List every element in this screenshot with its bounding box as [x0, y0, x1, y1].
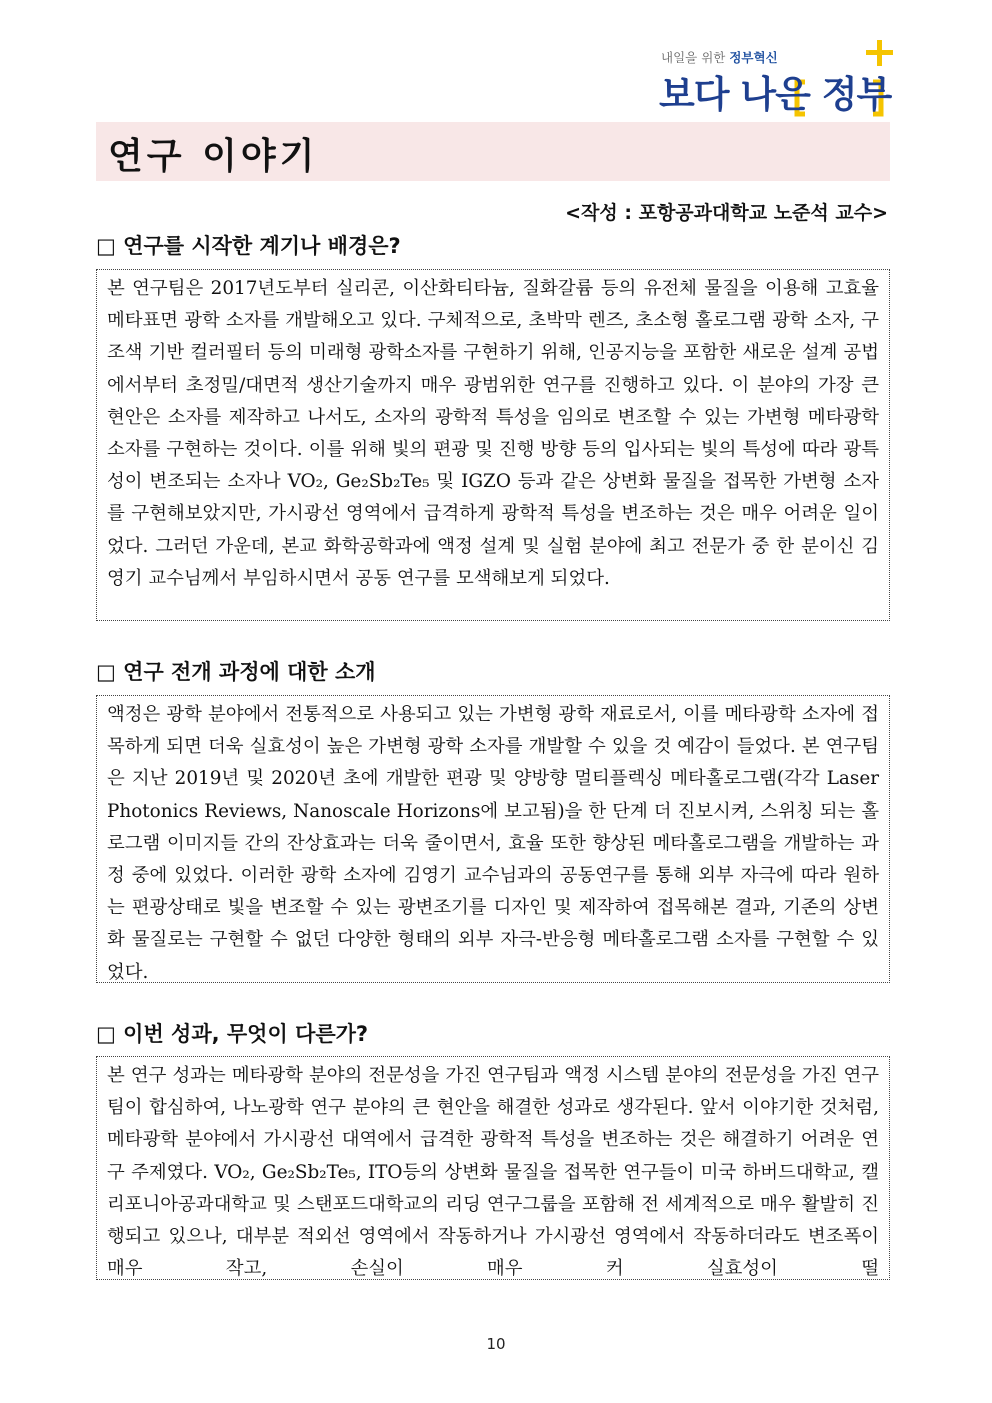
- section-body-process: [96, 695, 890, 983]
- logo-tagline-prefix: 내일을 위한: [661, 50, 726, 65]
- logo-tagline-highlight: 정부혁신: [729, 50, 778, 65]
- logo-wordmark-part1: 보다 나은: [659, 73, 810, 116]
- section-body-background: [96, 269, 890, 621]
- section-text-process: 액정은 광학 분야에서 전통적으로 사용되고 있는 가변형 광학 재료로서, 이를 메타광학 소자에 접목하게 되면 더욱 실효성이 높은 가변형 광학 소자를 개발할 수 있을 것 예감이 들었다. 본 연구팀은 지난 2019년 및 2020년 초에 개발한 편광 및 양방향 멀티플렉싱 메타홀로그램(각각 Laser Photonics Reviews, Nanoscale Horizons에 보고됨)을 한 단계 더 진보시켜, 스위칭 되는 홀로그램 이미지들 간의 잔상효과는 더욱 줄이면서, 효율 또한 향상된 메타홀로그램을 개발하는 과정 중에 있었다. 이러한 광학 소자에 김영기 교수님과의 공동연구를 통해 외부 자극에 따라 원하는 편광상태로 빛을 변조할 수 있는 광변조기를 디자인 및 제작하여 접목해본 결과, 기존의 상변화 물질로는 구현할 수 없던 다양한 형태의 외부 자극-반응형 메타홀로그램 소자를 구현할 수 있었다.: [107, 704, 880, 983]
- title-banner: [96, 122, 890, 181]
- section-text-background: 본 연구팀은 2017년도부터 실리콘, 이산화티타늄, 질화갈륨 등의 유전체 물질을 이용해 고효율 메타표면 광학 소자를 개발해오고 있다. 구체적으로, 초박막 렌즈, 초소형 홀로그램 광학 소자, 구조색 기반 컬러필터 등의 미래형 광학소자를 구현하기 위해, 인공지능을 포함한 새로운 설계 공법에서부터 초정밀/대면적 생산기술까지 매우 광범위한 연구를 진행하고 있다. 이 분야의 가장 큰 현안은 소자를 제작하고 나서도, 소자의 광학적 특성을 임의로 변조할 수 있는 가변형 메타광학 소자를 구현하는 것이다. 이를 위해 빛의 편광 및 진행 방향 등의 입사되는 빛의 특성에 따라 광특성이 변조되는 소자나 VO₂, Ge₂Sb₂Te₅ 및 IGZO 등과 같은 상변화 물질을 접목한 가변형 소자를 구현해보았지만, 가시광선 영역에서 급격하게 광학적 특성을 변조하는 것은 매우 어려운 일이었다. 그러던 가운데, 본교 화학공학과에 액정 설계 및 실험 분야에 최고 전문가 중 한 분이신 김영기 교수님께서 부임하시면서 공동 연구를 모색해보게 되었다.: [107, 278, 880, 589]
- section-heading-difference: □ 이번 성과, 무엇이 다른가?: [96, 1022, 369, 1046]
- logo-wordmark-part2: 정부: [821, 73, 892, 116]
- author-credit: <작성 : 포항공과대학교 노준석 교수>: [565, 202, 888, 224]
- section-text-difference: 본 연구 성과는 메타광학 분야의 전문성을 가진 연구팀과 액정 시스템 분야의 전문성을 가진 연구팀이 합심하여, 나노광학 연구 분야의 큰 현안을 해결한 성과로 생각된다. 앞서 이야기한 것처럼, 메타광학 분야에서 가시광선 대역에서 급격한 광학적 특성을 변조하는 것은 해결하기 어려운 연구 주제였다. VO₂, Ge₂Sb₂Te₅, ITO등의 상변화 물질을 접목한 연구들이 미국 하버드대학교, 캘리포니아공과대학교 및 스탠포드대학교의 리딩 연구그룹을 포함해 전 세계적으로 매우 활발히 진행되고 있으나, 대부분 적외선 영역에서 작동하거나 가시광선 영역에서 작동하더라도 변조폭이 매우 작고, 손실이 매우 커 실효성이 떨: [107, 1065, 879, 1280]
- page-number: 10: [486, 1335, 506, 1353]
- section-heading-background: □ 연구를 시작한 계기나 배경은?: [96, 234, 401, 258]
- section-heading-process: □ 연구 전개 과정에 대한 소개: [96, 660, 376, 684]
- section-body-difference: [96, 1056, 890, 1280]
- logo-wordmark: [659, 64, 891, 118]
- government-innovation-logo: [655, 36, 900, 122]
- page-title: 연구 이야기: [108, 136, 319, 177]
